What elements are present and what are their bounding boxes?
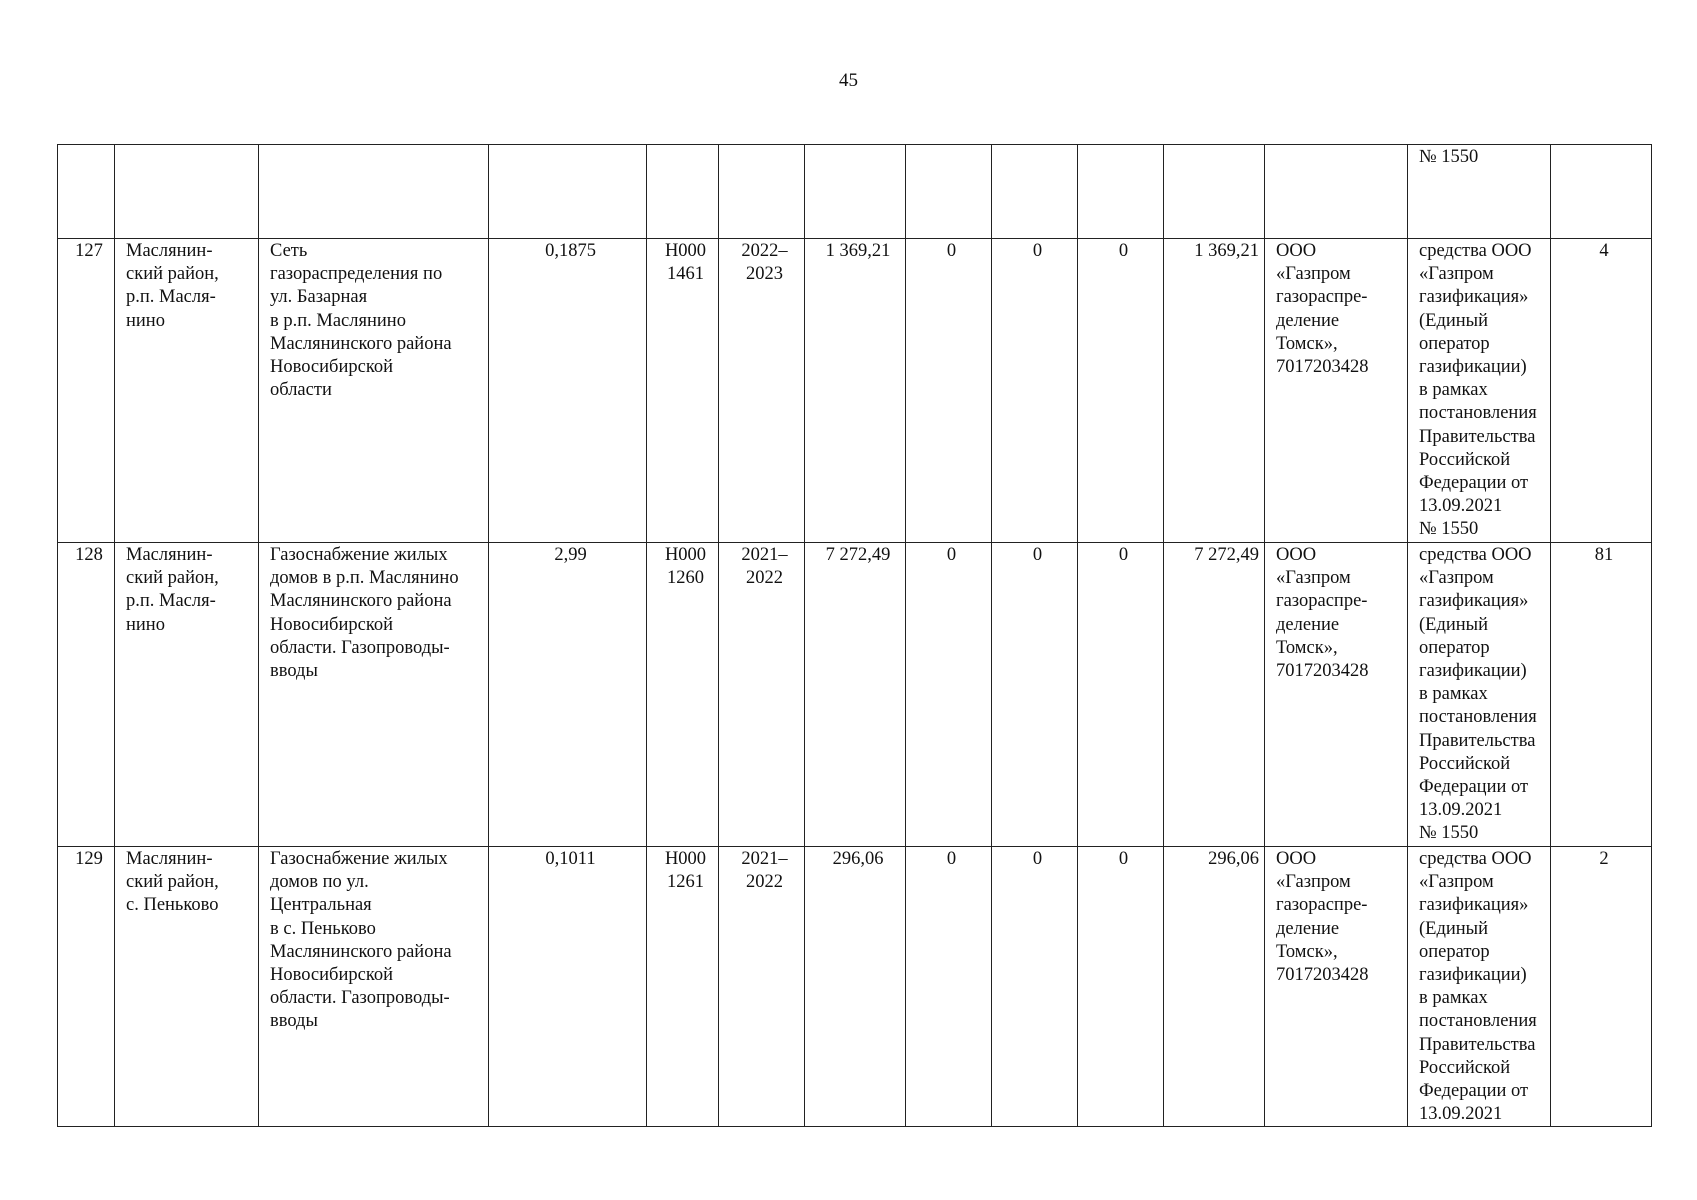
cell-count: [1551, 145, 1652, 239]
cell-length: [489, 145, 647, 239]
cell-period: 2021– 2022: [719, 847, 805, 1127]
cell-v3: 0: [1078, 543, 1164, 847]
cell-code: [647, 145, 719, 239]
cell-num: 127: [58, 239, 115, 543]
cell-v3: [1078, 145, 1164, 239]
cell-count: 81: [1551, 543, 1652, 847]
cell-v2: 0: [992, 543, 1078, 847]
cell-v1: 0: [906, 847, 992, 1127]
cell-v1: 0: [906, 239, 992, 543]
cell-length: 2,99: [489, 543, 647, 847]
cell-period: 2021– 2022: [719, 543, 805, 847]
cell-v2: 0: [992, 847, 1078, 1127]
cell-count: 4: [1551, 239, 1652, 543]
cell-executor: ООО «Газпром газораспре- деление Томск», 7017203428: [1265, 239, 1408, 543]
cell-funding: № 1550: [1408, 145, 1551, 239]
cell-total: 296,06: [805, 847, 906, 1127]
table-row: [58, 847, 1652, 1127]
gasification-table: [57, 144, 1652, 1127]
cell-funding: средства ООО «Газпром газификация» (Единый оператор газификации) в рамках постановления Правительства Российской Федерации от 13.09.2021 № 1550: [1408, 543, 1551, 847]
cell-funding: средства ООО «Газпром газификация» (Единый оператор газификации) в рамках постановления Правительства Российской Федерации от 13.09.2021 № 1550: [1408, 239, 1551, 543]
cell-location: Маслянин- ский район, с. Пеньково: [115, 847, 259, 1127]
cell-v2: [992, 145, 1078, 239]
cell-v2: 0: [992, 239, 1078, 543]
cell-v1: 0: [906, 543, 992, 847]
table-row: [58, 239, 1652, 543]
table-row: [58, 543, 1652, 847]
cell-total: 7 272,49: [805, 543, 906, 847]
cell-length: 0,1011: [489, 847, 647, 1127]
table-row-continued: [58, 145, 1652, 239]
cell-v4: [1164, 145, 1265, 239]
cell-v1: [906, 145, 992, 239]
cell-period: 2022– 2023: [719, 239, 805, 543]
cell-code: Н000 1261: [647, 847, 719, 1127]
cell-v3: 0: [1078, 239, 1164, 543]
cell-v4: 1 369,21: [1164, 239, 1265, 543]
cell-funding: средства ООО «Газпром газификация» (Единый оператор газификации) в рамках постановления Правительства Российской Федерации от 13.09.2021: [1408, 847, 1551, 1127]
cell-num: 128: [58, 543, 115, 847]
cell-location: [115, 145, 259, 239]
cell-num: [58, 145, 115, 239]
cell-num: 129: [58, 847, 115, 1127]
cell-object: Газоснабжение жилых домов по ул. Центральная в с. Пеньково Маслянинского района Новосибирской области. Газопроводы- вводы: [259, 847, 489, 1127]
cell-code: Н000 1461: [647, 239, 719, 543]
page-number: 45: [839, 70, 858, 91]
cell-executor: [1265, 145, 1408, 239]
cell-executor: ООО «Газпром газораспре- деление Томск», 7017203428: [1265, 543, 1408, 847]
cell-location: Маслянин- ский район, р.п. Масля- нино: [115, 239, 259, 543]
cell-period: [719, 145, 805, 239]
cell-object: [259, 145, 489, 239]
cell-object: Сеть газораспределения по ул. Базарная в р.п. Маслянино Маслянинского района Новосибирской области: [259, 239, 489, 543]
cell-object: Газоснабжение жилых домов в р.п. Маслянино Маслянинского района Новосибирской области. Газопроводы- вводы: [259, 543, 489, 847]
cell-location: Маслянин- ский район, р.п. Масля- нино: [115, 543, 259, 847]
cell-code: Н000 1260: [647, 543, 719, 847]
cell-total: 1 369,21: [805, 239, 906, 543]
cell-length: 0,1875: [489, 239, 647, 543]
cell-executor: ООО «Газпром газораспре- деление Томск», 7017203428: [1265, 847, 1408, 1127]
cell-v4: 296,06: [1164, 847, 1265, 1127]
cell-count: 2: [1551, 847, 1652, 1127]
cell-total: [805, 145, 906, 239]
cell-v3: 0: [1078, 847, 1164, 1127]
cell-v4: 7 272,49: [1164, 543, 1265, 847]
